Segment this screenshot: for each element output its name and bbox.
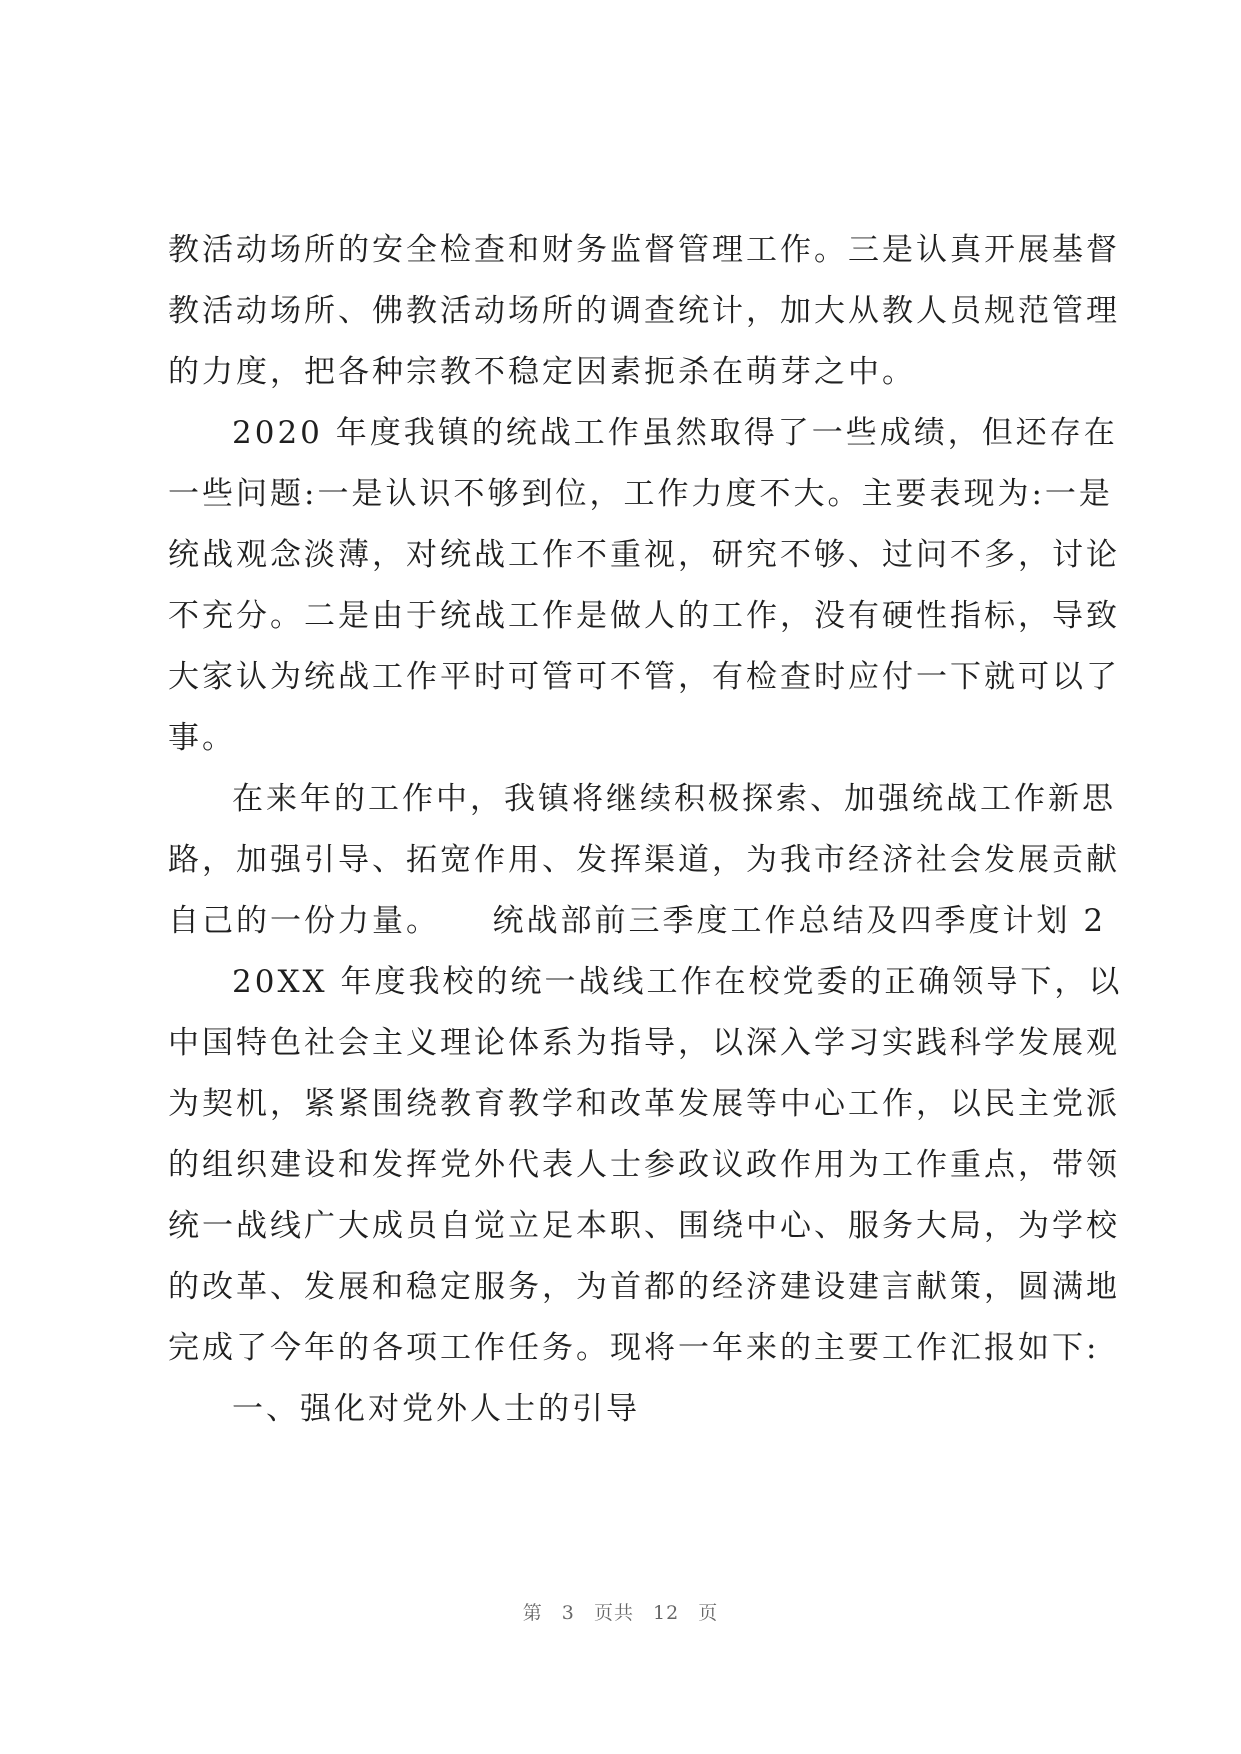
- footer-suffix: 页: [698, 1602, 719, 1624]
- text-line: 在来年的工作中，我镇将继续积极探索、加强统战工作新思: [232, 781, 1116, 817]
- text-line: 2020 年度我镇的统战工作虽然取得了一些成绩，但还存在: [232, 415, 1118, 451]
- body-text: [168, 220, 1123, 1440]
- text-line: 自己的一份力量。 统战部前三季度工作总结及四季度计划 2: [168, 903, 1107, 939]
- text-line: 教活动场所的安全检查和财务监督管理工作。三是认真开展基督: [168, 232, 1120, 268]
- text-line: 20XX 年度我校的统一战线工作在校党委的正确领导下，以: [232, 964, 1123, 1000]
- text-line: 教活动场所、佛教活动场所的调查统计，加大从教人员规范管理: [168, 293, 1120, 329]
- total-page-count: 12: [653, 1602, 680, 1624]
- text-line: 一、强化对党外人士的引导: [232, 1391, 640, 1427]
- section-heading: [168, 1379, 1088, 1440]
- text-line: 路，加强引导、拓宽作用、发挥渠道，为我市经济社会发展贡献: [168, 842, 1120, 878]
- paragraph-4: [168, 952, 1123, 1379]
- text-line: 大家认为统战工作平时可管可不管，有检查时应付一下就可以了: [168, 659, 1120, 695]
- text-line: 一些问题:一是认识不够到位，工作力度不大。主要表现为:一是: [168, 476, 1113, 512]
- footer-middle: 页共: [593, 1602, 634, 1624]
- text-line: 为契机，紧紧围绕教育教学和改革发展等中心工作，以民主党派: [168, 1086, 1120, 1122]
- paragraph-1: [168, 220, 1120, 403]
- paragraph-3: [168, 769, 1120, 952]
- text-line: 统一战线广大成员自觉立足本职、围绕中心、服务大局，为学校: [168, 1208, 1120, 1244]
- current-page-number: 3: [561, 1602, 575, 1624]
- text-line: 的力度，把各种宗教不稳定因素扼杀在萌芽之中。: [168, 354, 916, 390]
- text-line: 的改革、发展和稳定服务，为首都的经济建设建言献策，圆满地: [168, 1269, 1120, 1305]
- text-line: 的组织建设和发挥党外代表人士参政议政作用为工作重点，带领: [168, 1147, 1120, 1183]
- footer-prefix: 第: [522, 1602, 543, 1624]
- text-line: 事。: [168, 720, 236, 756]
- text-line: 中国特色社会主义理论体系为指导，以深入学习实践科学发展观: [168, 1025, 1120, 1061]
- page-footer: [0, 1598, 1241, 1625]
- text-line: 完成了今年的各项工作任务。现将一年来的主要工作汇报如下:: [168, 1330, 1100, 1366]
- text-line: 不充分。二是由于统战工作是做人的工作，没有硬性指标，导致: [168, 598, 1120, 634]
- paragraph-2: [168, 403, 1120, 769]
- text-line: 统战观念淡薄，对统战工作不重视，研究不够、过问不多，讨论: [168, 537, 1120, 573]
